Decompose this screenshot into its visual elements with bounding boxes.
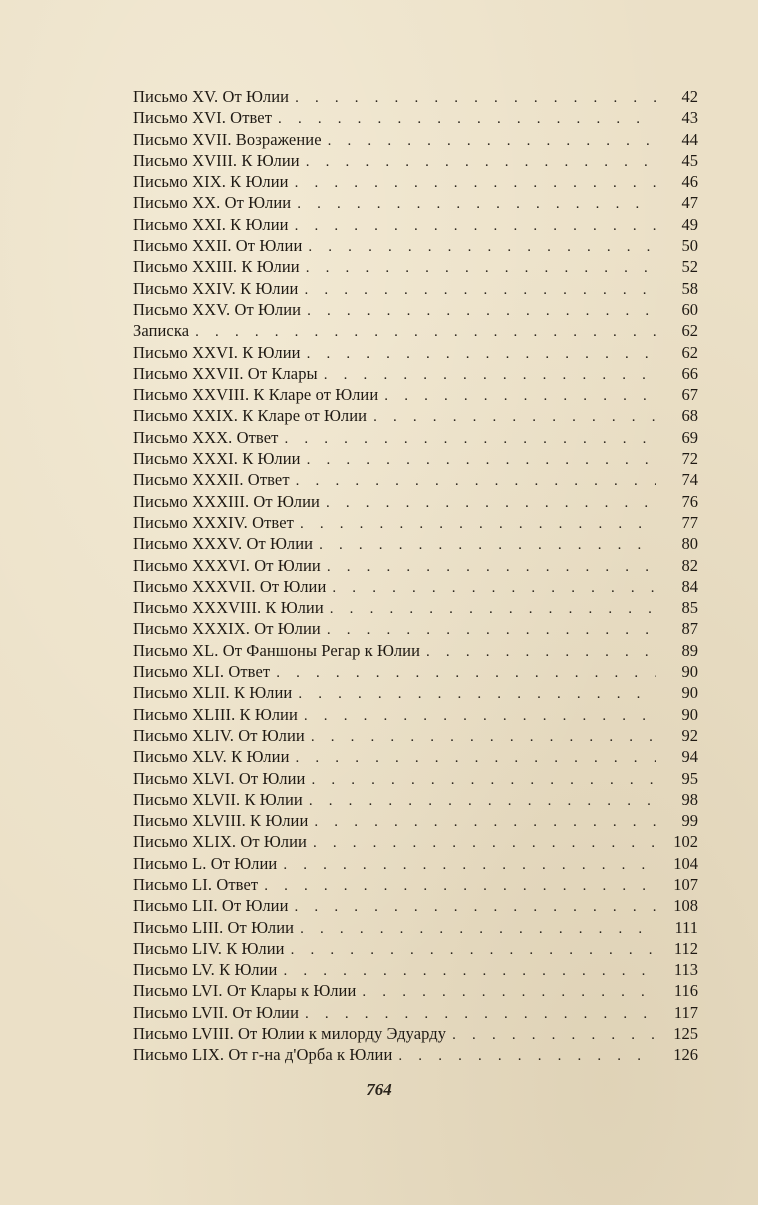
toc-entry: [133, 618, 698, 639]
toc-entry: [133, 405, 698, 426]
toc-entry: [133, 810, 698, 831]
toc-entry-title: Письмо LV. К Юлии: [133, 960, 278, 980]
toc-entry: [133, 150, 698, 171]
toc-entry-title: Письмо XLII. К Юлии: [133, 683, 293, 703]
dot-leader: [308, 237, 656, 258]
dot-leader: [284, 429, 656, 450]
toc-entry-page: 49: [681, 214, 698, 234]
toc-entry-title: Письмо XVII. Возражение: [133, 129, 322, 149]
dot-leader: [330, 599, 656, 620]
toc-entry-page: 72: [681, 449, 698, 469]
toc-entry-title: Письмо XXVIII. К Кларе от Юлии: [133, 385, 379, 405]
toc-entry: [133, 640, 698, 661]
toc-entry-title: Письмо XLIV. От Юлии: [133, 725, 305, 745]
toc-entry-page: 80: [681, 534, 698, 554]
toc-entry-title: Письмо XXXV. От Юлии: [133, 534, 314, 554]
toc-entry-page: 62: [681, 321, 698, 341]
toc-entry-title: Письмо XXIII. К Юлии: [133, 257, 300, 277]
dot-leader: [295, 173, 656, 194]
toc-entry: [133, 512, 698, 533]
toc-entry: [133, 917, 698, 938]
toc-entry: [133, 299, 698, 320]
dot-leader: [276, 663, 656, 684]
dot-leader: [300, 919, 656, 940]
toc-entry-page: 74: [681, 470, 698, 490]
toc-entry-title: Письмо XV. От Юлии: [133, 87, 290, 106]
dot-leader: [307, 344, 656, 365]
dot-leader: [283, 961, 656, 982]
toc-entry-page: 46: [681, 172, 698, 192]
toc-entry: [133, 853, 698, 874]
toc-entry-page: 45: [681, 150, 698, 170]
toc-entry-title: Письмо XXXIX. От Юлии: [133, 619, 321, 639]
toc-entry-title: Письмо XXXIV. Ответ: [133, 512, 294, 532]
dot-leader: [195, 322, 656, 343]
toc-entry-page: 99: [681, 811, 698, 831]
toc-entry-title: Письмо XIX. К Юлии: [133, 172, 289, 192]
toc-entry-page: 112: [673, 938, 698, 958]
toc-entry: [133, 469, 698, 490]
toc-entry-page: 90: [681, 662, 698, 682]
toc-entry-title: Письмо XXXI. К Юлии: [133, 449, 301, 469]
toc-entry-title: Письмо LIV. К Юлии: [133, 938, 285, 958]
dot-leader: [452, 1025, 656, 1046]
toc-entry-page: 116: [673, 981, 698, 1001]
toc-entry-page: 82: [681, 555, 698, 575]
toc-entry-title: Письмо XL. От Фаншоны Регар к Юлии: [133, 640, 421, 660]
toc-entry-page: 102: [673, 832, 698, 852]
toc-entry-title: Письмо XXIV. К Юлии: [133, 278, 299, 298]
dot-leader: [300, 514, 656, 535]
toc-entry-page: 66: [681, 363, 698, 383]
dot-leader: [298, 684, 656, 705]
toc-entry: [133, 895, 698, 916]
dot-leader: [295, 216, 656, 237]
toc-entry-page: 125: [673, 1024, 698, 1044]
toc-entry: [133, 384, 698, 405]
toc-entry-page: 47: [681, 193, 698, 213]
toc-entry: [133, 107, 698, 128]
toc-entry-page: 94: [681, 747, 698, 767]
toc-entry-page: 89: [681, 640, 698, 660]
toc-entry-title: Записка: [133, 321, 190, 341]
toc-entry: [133, 725, 698, 746]
toc-entry-page: 42: [681, 87, 698, 106]
toc-entry-title: Письмо XXVII. От Клары: [133, 363, 318, 383]
dot-leader: [327, 557, 656, 578]
toc-entry: [133, 214, 698, 235]
dot-leader: [319, 535, 656, 556]
toc-entry-page: 84: [681, 576, 698, 596]
toc-entry-page: 76: [681, 491, 698, 511]
dot-leader: [398, 1046, 656, 1067]
toc-entry-page: 107: [673, 874, 698, 894]
toc-entry-title: Письмо XLIII. К Юлии: [133, 704, 298, 724]
dot-leader: [314, 812, 656, 833]
table-of-contents: [133, 86, 698, 1066]
toc-entry-page: 67: [681, 385, 698, 405]
toc-entry-title: Письмо L. От Юлии: [133, 853, 278, 873]
toc-entry: [133, 555, 698, 576]
toc-entry-page: 62: [681, 342, 698, 362]
toc-entry: [133, 789, 698, 810]
toc-entry: [133, 448, 698, 469]
dot-leader: [307, 450, 656, 471]
dot-leader: [373, 407, 656, 428]
dot-leader: [296, 471, 656, 492]
toc-entry: [133, 980, 698, 1001]
toc-entry-title: Письмо XLI. Ответ: [133, 662, 271, 682]
toc-entry-page: 68: [681, 406, 698, 426]
dot-leader: [264, 876, 656, 897]
dot-leader: [384, 386, 656, 407]
dot-leader: [291, 940, 656, 961]
toc-entry-page: 98: [681, 789, 698, 809]
dot-leader: [306, 152, 656, 173]
toc-entry: [133, 746, 698, 767]
dot-leader: [304, 706, 656, 727]
toc-entry-page: 92: [681, 725, 698, 745]
dot-leader: [306, 258, 656, 279]
dot-leader: [311, 770, 656, 791]
toc-entry-page: 85: [681, 598, 698, 618]
toc-entry-page: 44: [681, 129, 698, 149]
toc-entry-page: 108: [673, 896, 698, 916]
toc-entry-page: 117: [673, 1002, 698, 1022]
toc-entry-page: 111: [674, 917, 698, 937]
toc-entry: [133, 576, 698, 597]
dot-leader: [309, 791, 656, 812]
toc-entry: [133, 1044, 698, 1065]
toc-entry: [133, 235, 698, 256]
toc-entry-title: Письмо XXX. Ответ: [133, 427, 279, 447]
toc-entry-page: 43: [681, 108, 698, 128]
toc-entry-page: 90: [681, 704, 698, 724]
toc-entry: [133, 1002, 698, 1023]
toc-entry-title: Письмо XXI. К Юлии: [133, 214, 289, 234]
toc-entry-page: 113: [673, 960, 698, 980]
toc-entry-page: 50: [681, 236, 698, 256]
toc-entry: [133, 342, 698, 363]
toc-entry-page: 90: [681, 683, 698, 703]
dot-leader: [328, 131, 656, 152]
dot-leader: [295, 897, 656, 918]
toc-entry-title: Письмо XXIX. К Кларе от Юлии: [133, 406, 368, 426]
toc-entry-title: Письмо LIII. От Юлии: [133, 917, 295, 937]
toc-entry: [133, 959, 698, 980]
toc-entry-title: Письмо XLVII. К Юлии: [133, 789, 303, 809]
dot-leader: [327, 620, 656, 641]
dot-leader: [305, 1004, 656, 1025]
toc-entry: [133, 129, 698, 150]
toc-entry: [133, 320, 698, 341]
toc-entry-title: Письмо XXVI. К Юлии: [133, 342, 301, 362]
toc-entry-title: Письмо XXV. От Юлии: [133, 299, 302, 319]
toc-entry-title: Письмо XLV. К Юлии: [133, 747, 290, 767]
toc-entry: [133, 1023, 698, 1044]
toc-entry: [133, 682, 698, 703]
toc-entry-title: Письмо XLVIII. К Юлии: [133, 811, 309, 831]
toc-entry: [133, 704, 698, 725]
dot-leader: [278, 109, 656, 130]
toc-entry: [133, 192, 698, 213]
dot-leader: [307, 301, 656, 322]
toc-entry: [133, 86, 698, 107]
toc-entry-page: 77: [681, 512, 698, 532]
toc-entry-title: Письмо LI. Ответ: [133, 874, 259, 894]
toc-entry-title: Письмо LVII. От Юлии: [133, 1002, 300, 1022]
toc-entry-page: 104: [673, 853, 698, 873]
toc-entry-title: Письмо XX. От Юлии: [133, 193, 292, 213]
dot-leader: [362, 982, 656, 1003]
toc-entry: [133, 768, 698, 789]
toc-entry-page: 87: [681, 619, 698, 639]
toc-entry: [133, 661, 698, 682]
toc-entry: [133, 938, 698, 959]
toc-entry-title: Письмо XXXIII. От Юлии: [133, 491, 320, 511]
dot-leader: [324, 365, 656, 386]
toc-entry: [133, 533, 698, 554]
toc-entry-title: Письмо XVIII. К Юлии: [133, 150, 300, 170]
toc-entry-title: Письмо XVI. Ответ: [133, 108, 273, 128]
toc-entry-page: 52: [681, 257, 698, 277]
toc-entry: [133, 597, 698, 618]
toc-entry-title: Письмо XXXVII. От Юлии: [133, 576, 327, 596]
toc-entry: [133, 831, 698, 852]
dot-leader: [426, 642, 656, 663]
toc-entry: [133, 171, 698, 192]
toc-entry-page: 95: [681, 768, 698, 788]
toc-entry-page: 58: [681, 278, 698, 298]
dot-leader: [296, 748, 657, 769]
toc-entry-title: Письмо XLVI. От Юлии: [133, 768, 306, 788]
dot-leader: [311, 727, 656, 748]
toc-entry: [133, 874, 698, 895]
toc-entry: [133, 363, 698, 384]
toc-entry-title: Письмо LVI. От Клары к Юлии: [133, 981, 357, 1001]
toc-entry-page: 60: [681, 299, 698, 319]
toc-entry-page: 126: [673, 1045, 698, 1065]
dot-leader: [297, 194, 656, 215]
dot-leader: [295, 88, 656, 109]
toc-entry: [133, 256, 698, 277]
toc-entry-title: Письмо XXXII. Ответ: [133, 470, 290, 490]
toc-entry-title: Письмо LVIII. От Юлии к милорду Эдуарду: [133, 1024, 447, 1044]
toc-entry-title: Письмо XXXVI. От Юлии: [133, 555, 321, 575]
dot-leader: [304, 280, 656, 301]
toc-entry: [133, 427, 698, 448]
toc-entry-title: Письмо XLIX. От Юлии: [133, 832, 307, 852]
dot-leader: [283, 855, 656, 876]
toc-entry-title: Письмо XXII. От Юлии: [133, 236, 303, 256]
toc-entry-title: Письмо LII. От Юлии: [133, 896, 289, 916]
dot-leader: [332, 578, 656, 599]
dot-leader: [313, 833, 656, 854]
toc-entry: [133, 491, 698, 512]
toc-entry-page: 69: [681, 427, 698, 447]
page-number: 764: [366, 1080, 392, 1099]
toc-entry-title: Письмо XXXVIII. К Юлии: [133, 598, 324, 618]
toc-entry: [133, 278, 698, 299]
toc-entry-title: Письмо LIX. От г-на д'Орба к Юлии: [133, 1045, 393, 1065]
dot-leader: [326, 493, 656, 514]
